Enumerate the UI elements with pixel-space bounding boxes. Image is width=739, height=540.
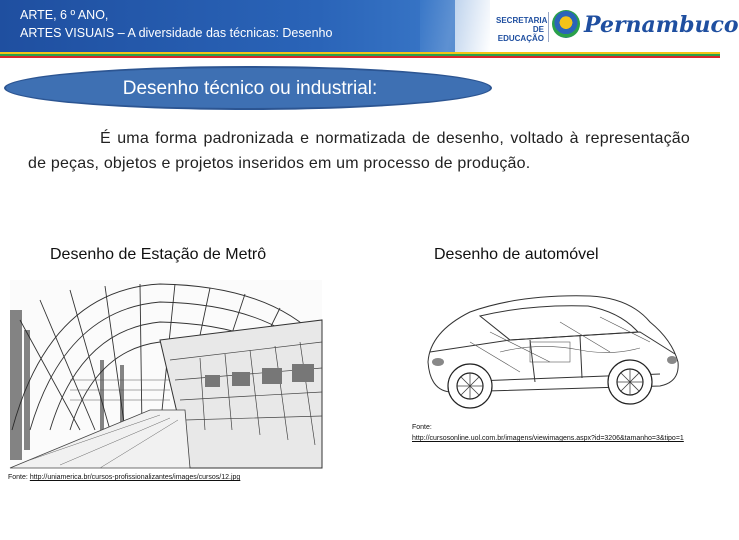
brand-wordmark: Pernambuco [584, 12, 739, 38]
automobile-drawing [410, 282, 698, 422]
section-title-oval [4, 66, 492, 110]
section-title: Desenho técnico ou industrial: [122, 78, 378, 99]
car-source-note [412, 422, 702, 444]
logo-divider [548, 12, 549, 42]
body-text: É uma forma padronizada e normatizada de desenho, voltado à representação de peças, objetos e projetos inseridos em um processo de produção. [28, 130, 690, 172]
station-source-link[interactable]: http://uniamerica.br/cursos-profissionalizantes/images/cursos/12.jpg [29, 474, 241, 481]
station-source-note [8, 474, 240, 481]
header-fade [420, 0, 490, 52]
header-topic-line: ARTES VISUAIS – A diversidade das técnicas: Desenho [20, 26, 333, 40]
state-seal-icon [552, 10, 580, 38]
car-source-link[interactable]: http://cursosonline.uol.com.br/imagens/viewimagens.aspx?id=3206&tamanho=3&tipo=1 [412, 435, 684, 442]
car-source-label: Fonte: [412, 424, 432, 431]
header-course-line: ARTE, 6 º ANO, [20, 8, 109, 22]
station-source-label: Fonte: [8, 474, 28, 481]
header-band [0, 0, 455, 52]
car-caption: Desenho de automóvel [434, 246, 599, 263]
metro-station-drawing [10, 280, 322, 468]
station-caption: Desenho de Estação de Metrô [50, 246, 267, 263]
government-logo [490, 6, 739, 46]
flag-stripes [0, 52, 720, 58]
body-paragraph [28, 126, 690, 176]
secretaria-label: SECRETARIA DE EDUCAÇÃO [496, 16, 548, 43]
header [0, 0, 739, 58]
